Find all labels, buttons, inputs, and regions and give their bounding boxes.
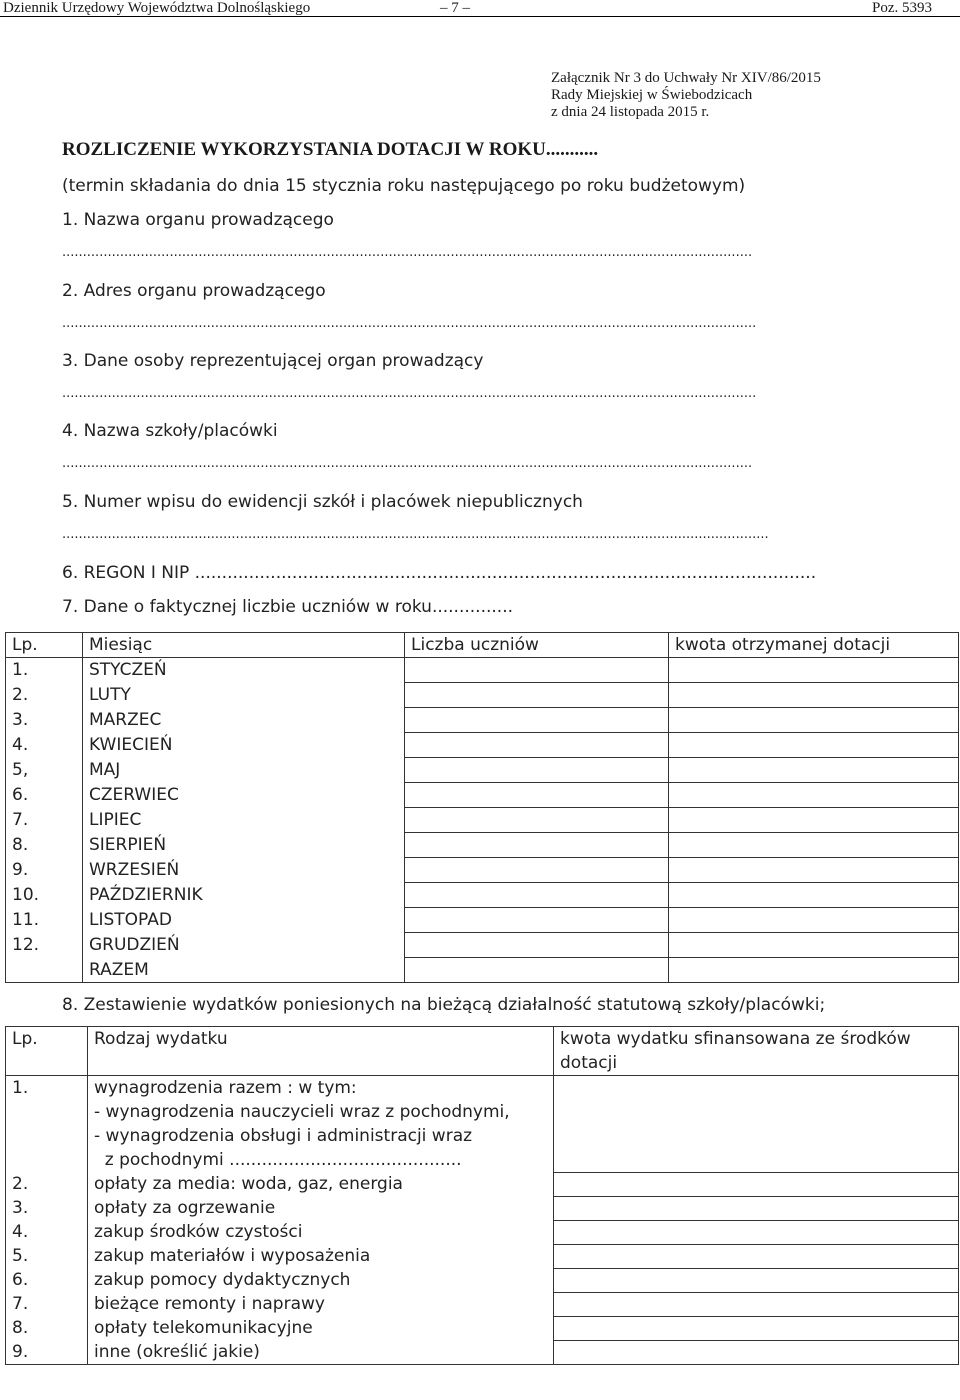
- field-label-3: 3. Dane osoby reprezentującej organ prowadzący: [62, 351, 484, 371]
- row-month: LISTOPAD: [83, 908, 405, 933]
- students-heading: 7. Dane o faktycznej liczbie uczniów w roku...............: [62, 597, 513, 617]
- row-month: MARZEC: [83, 708, 405, 733]
- cell-expense-amount[interactable]: [554, 1268, 959, 1292]
- table-row: [6, 1196, 959, 1220]
- row-number: 2.: [6, 683, 83, 708]
- row-number: 6.: [6, 783, 83, 808]
- field-dots-4[interactable]: .......................................................................................................................................................................: [62, 456, 753, 471]
- table-row: [6, 658, 959, 683]
- cell-expense-amount[interactable]: [554, 1076, 959, 1173]
- table-row: [6, 683, 959, 708]
- table-total-row: [6, 958, 959, 983]
- table-row: [6, 1292, 959, 1316]
- field-dots-3[interactable]: ........................................................................................................................................................................: [62, 386, 757, 401]
- cell-students[interactable]: [405, 933, 669, 958]
- cell-amount[interactable]: [669, 708, 959, 733]
- header-lp: Lp.: [6, 1027, 88, 1076]
- row-number: 5,: [6, 758, 83, 783]
- table-row: [6, 1316, 959, 1340]
- header-expense-type: Rodzaj wydatku: [88, 1027, 554, 1076]
- row-expense: inne (określić jakie): [88, 1340, 554, 1365]
- cell-students[interactable]: [405, 908, 669, 933]
- cell-expense-amount[interactable]: [554, 1292, 959, 1316]
- row-number: 4.: [6, 1220, 88, 1244]
- row-number: 11.: [6, 908, 83, 933]
- expenses-heading: 8. Zestawienie wydatków poniesionych na bieżącą działalność statutową szkoły/placówki;: [62, 995, 826, 1015]
- cell-amount[interactable]: [669, 933, 959, 958]
- table-row: [6, 933, 959, 958]
- cell-expense-amount[interactable]: [554, 1172, 959, 1196]
- header-expense-amount: kwota wydatku sfinansowana ze środków dotacji: [554, 1027, 959, 1076]
- row-number: 1.: [6, 658, 83, 683]
- cell-amount[interactable]: [669, 833, 959, 858]
- cell-students[interactable]: [405, 858, 669, 883]
- cell-students[interactable]: [405, 708, 669, 733]
- cell-expense-amount[interactable]: [554, 1196, 959, 1220]
- cell-amount[interactable]: [669, 858, 959, 883]
- row-number: 1.: [6, 1076, 88, 1173]
- page-number: – 7 –: [440, 0, 470, 16]
- cell-expense-amount[interactable]: [554, 1340, 959, 1365]
- table-row: [6, 1244, 959, 1268]
- table-row: [6, 908, 959, 933]
- row-number: 8.: [6, 1316, 88, 1340]
- cell-students[interactable]: [405, 733, 669, 758]
- row-number: 12.: [6, 933, 83, 958]
- row-month: WRZESIEŃ: [83, 858, 405, 883]
- cell-amount-total[interactable]: [669, 958, 959, 983]
- table-row: [6, 1220, 959, 1244]
- table-row: [6, 808, 959, 833]
- row-number: 5.: [6, 1244, 88, 1268]
- row-number: [6, 958, 83, 983]
- cell-students[interactable]: [405, 883, 669, 908]
- table-header-row: [6, 1027, 959, 1076]
- row-expense: bieżące remonty i naprawy: [88, 1292, 554, 1316]
- attachment-note: [551, 70, 821, 121]
- row-month: RAZEM: [83, 958, 405, 983]
- cell-students[interactable]: [405, 758, 669, 783]
- form-subtitle: (termin składania do dnia 15 stycznia roku następującego po roku budżetowym): [62, 176, 746, 196]
- regon-nip-field[interactable]: 6. REGON I NIP ...................................................................................................................: [62, 563, 817, 583]
- row-month: SIERPIEŃ: [83, 833, 405, 858]
- row-expense: zakup środków czystości: [88, 1220, 554, 1244]
- cell-amount[interactable]: [669, 883, 959, 908]
- table-row: [6, 833, 959, 858]
- header-amount: kwota otrzymanej dotacji: [669, 633, 959, 658]
- field-dots-1[interactable]: .......................................................................................................................................................................: [62, 245, 753, 260]
- attachment-line-1: Załącznik Nr 3 do Uchwały Nr XIV/86/2015: [551, 70, 821, 86]
- row-number: 4.: [6, 733, 83, 758]
- table-row: [6, 858, 959, 883]
- cell-students[interactable]: [405, 808, 669, 833]
- table-row: [6, 1172, 959, 1196]
- field-label-1: 1. Nazwa organu prowadzącego: [62, 210, 334, 230]
- cell-students-total[interactable]: [405, 958, 669, 983]
- row-number: 10.: [6, 883, 83, 908]
- row-expense: opłaty za ogrzewanie: [88, 1196, 554, 1220]
- cell-amount[interactable]: [669, 758, 959, 783]
- cell-amount[interactable]: [669, 808, 959, 833]
- row-month: MAJ: [83, 758, 405, 783]
- row-expense: opłaty telekomunikacyjne: [88, 1316, 554, 1340]
- table-row: [6, 883, 959, 908]
- header-lp: Lp.: [6, 633, 83, 658]
- header-rule: [0, 16, 960, 17]
- row-number: 2.: [6, 1172, 88, 1196]
- row-month: PAŹDZIERNIK: [83, 883, 405, 908]
- row-number: 6.: [6, 1268, 88, 1292]
- table-row: [6, 1268, 959, 1292]
- cell-expense-amount[interactable]: [554, 1244, 959, 1268]
- cell-amount[interactable]: [669, 658, 959, 683]
- header-students: Liczba uczniów: [405, 633, 669, 658]
- cell-amount[interactable]: [669, 783, 959, 808]
- row-number: 3.: [6, 708, 83, 733]
- table-row: [6, 1076, 959, 1173]
- row-month: KWIECIEŃ: [83, 733, 405, 758]
- form-title: ROZLICZENIE WYKORZYSTANIA DOTACJI W ROKU...........: [62, 139, 599, 160]
- row-number: 9.: [6, 858, 83, 883]
- expenses-table: [5, 1026, 959, 1365]
- row-expense: zakup pomocy dydaktycznych: [88, 1268, 554, 1292]
- cell-expense-amount[interactable]: [554, 1220, 959, 1244]
- table-row: [6, 783, 959, 808]
- header-month: Miesiąc: [83, 633, 405, 658]
- row-number: 8.: [6, 833, 83, 858]
- row-expense: opłaty za media: woda, gaz, energia: [88, 1172, 554, 1196]
- cell-amount[interactable]: [669, 733, 959, 758]
- table-row: [6, 708, 959, 733]
- field-label-4: 4. Nazwa szkoły/placówki: [62, 421, 278, 441]
- field-dots-2[interactable]: ........................................................................................................................................................................: [62, 316, 757, 331]
- row-number: 9.: [6, 1340, 88, 1365]
- cell-students[interactable]: [405, 833, 669, 858]
- position-number: Poz. 5393: [872, 0, 932, 16]
- cell-students[interactable]: [405, 658, 669, 683]
- attachment-line-2: Rady Miejskiej w Świebodzicach: [551, 87, 753, 103]
- row-number: 3.: [6, 1196, 88, 1220]
- row-number: 7.: [6, 1292, 88, 1316]
- row-month: STYCZEŃ: [83, 658, 405, 683]
- attachment-line-3: z dnia 24 listopada 2015 r.: [551, 104, 710, 120]
- table-header-row: [6, 633, 959, 658]
- row-month: GRUDZIEŃ: [83, 933, 405, 958]
- table-row: [6, 1340, 959, 1365]
- cell-expense-amount[interactable]: [554, 1316, 959, 1340]
- row-number: 7.: [6, 808, 83, 833]
- students-table: [5, 632, 959, 983]
- field-dots-5[interactable]: ...........................................................................................................................................................................: [62, 527, 769, 542]
- row-month: LUTY: [83, 683, 405, 708]
- row-expense: zakup materiałów i wyposażenia: [88, 1244, 554, 1268]
- cell-amount[interactable]: [669, 908, 959, 933]
- row-month: CZERWIEC: [83, 783, 405, 808]
- field-label-2: 2. Adres organu prowadzącego: [62, 281, 326, 301]
- table-row: [6, 758, 959, 783]
- field-label-5: 5. Numer wpisu do ewidencji szkół i placówek niepublicznych: [62, 492, 583, 512]
- cell-students[interactable]: [405, 783, 669, 808]
- row-expense: wynagrodzenia razem : w tym: - wynagrodzenia nauczycieli wraz z pochodnymi, - wynagrodzenia obsługi i administracji wraz z pochodnymi ...........................................: [88, 1076, 554, 1173]
- journal-name: Dziennik Urzędowy Województwa Dolnośląskiego: [3, 0, 311, 16]
- cell-students[interactable]: [405, 683, 669, 708]
- table-row: [6, 733, 959, 758]
- cell-amount[interactable]: [669, 683, 959, 708]
- row-month: LIPIEC: [83, 808, 405, 833]
